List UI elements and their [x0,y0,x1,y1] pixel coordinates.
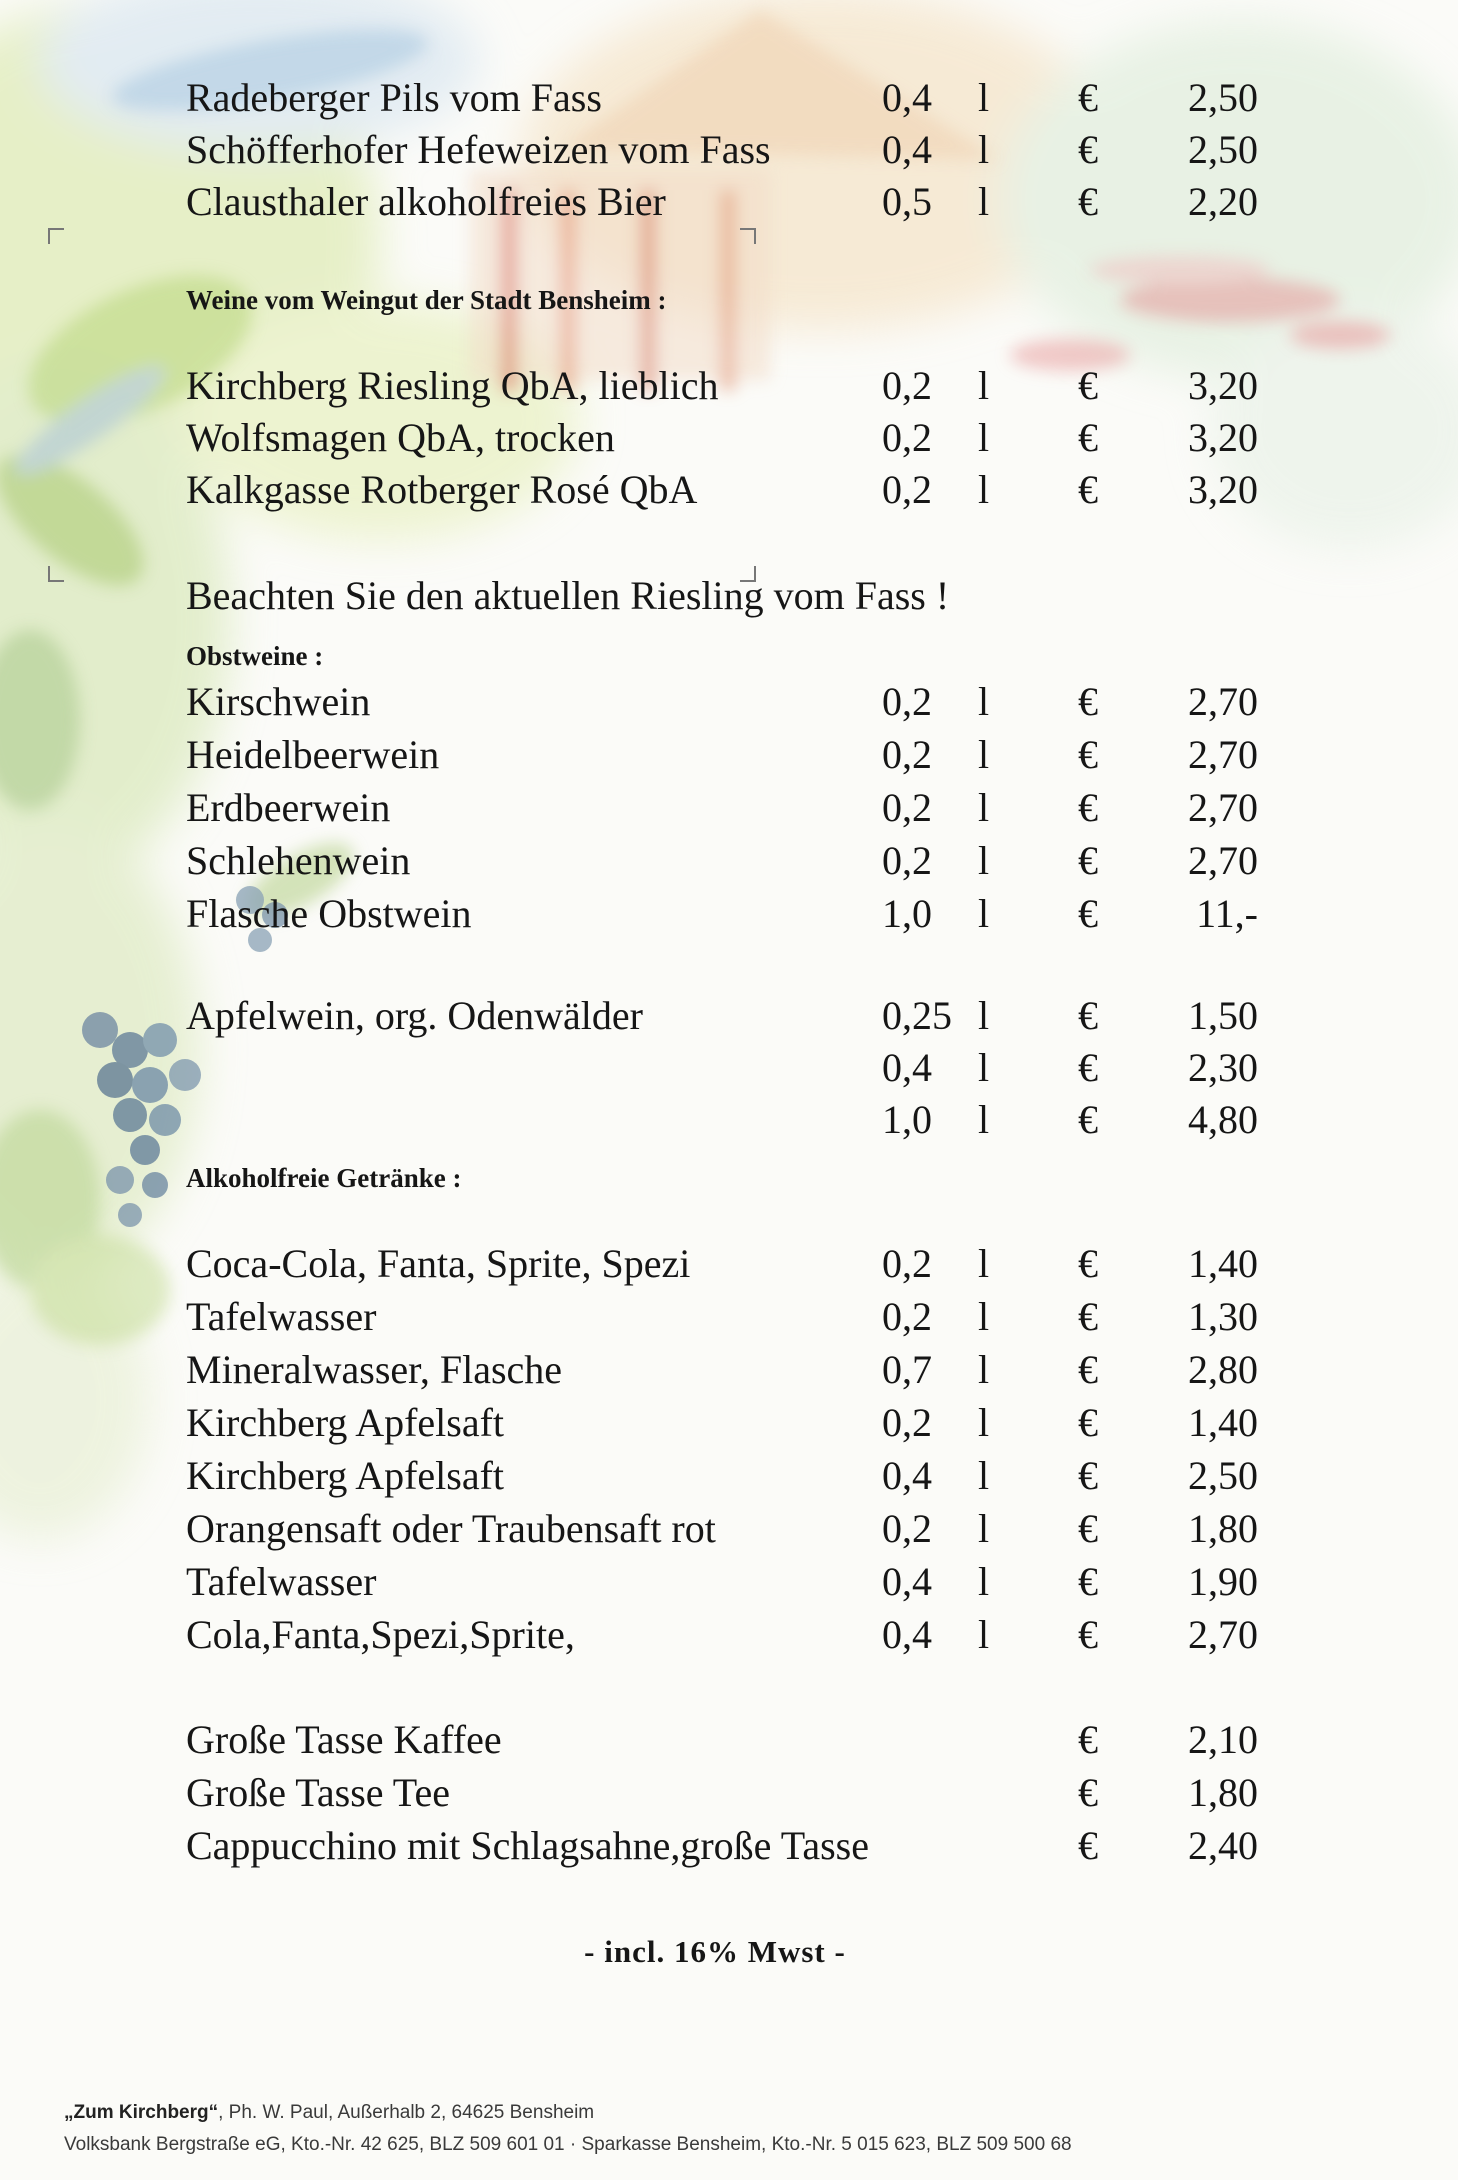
menu-row-fruit-wine [0,729,1458,781]
volume-unit: l [978,993,990,1038]
drink-name: Cola,Fanta,Spezi,Sprite, [186,1612,575,1657]
currency-symbol: € [1078,127,1098,172]
menu-row-beer [0,176,1458,228]
currency-symbol: € [1078,1453,1098,1498]
menu-row-wine [0,360,1458,412]
drink-name: Coca-Cola, Fanta, Sprite, Spezi [186,1241,691,1286]
menu-row-soft-drink [0,1609,1458,1661]
volume-unit: l [978,127,990,172]
currency-symbol: € [1078,1097,1098,1142]
drink-price: 1,40 [1188,1400,1258,1445]
drink-name: Schlehenwein [186,838,411,883]
menu-row-soft-drink [0,1450,1458,1502]
currency-symbol: € [1078,415,1098,460]
currency-symbol: € [1078,679,1098,724]
drink-volume: 0,7 [882,1347,932,1392]
tax-note: - incl. 16% Mwst - [584,1934,846,1969]
menu-row-beer [0,72,1458,124]
drink-price: 2,70 [1188,679,1258,724]
currency-symbol: € [1078,1559,1098,1604]
drink-volume: 0,4 [882,1559,932,1604]
currency-symbol: € [1078,1506,1098,1551]
drink-price: 1,80 [1188,1506,1258,1551]
menu-row-apple-wine [0,1042,1458,1094]
drink-name: Schöfferhofer Hefeweizen vom Fass [186,127,771,172]
volume-unit: l [978,1045,990,1090]
drink-volume: 0,2 [882,1400,932,1445]
drink-volume: 1,0 [882,891,932,936]
drink-name: Apfelwein, org. Odenwälder [186,993,643,1038]
drink-volume: 0,2 [882,785,932,830]
drink-price: 1,30 [1188,1294,1258,1339]
drink-price: 2,70 [1188,838,1258,883]
currency-symbol: € [1078,1612,1098,1657]
menu-row-fruit-wine [0,888,1458,940]
menu-row-apple-wine [0,990,1458,1042]
menu-row-apple-wine [0,1094,1458,1146]
volume-unit: l [978,467,990,512]
crop-mark [48,566,64,582]
riesling-note: Beachten Sie den aktuellen Riesling vom Fass ! [186,573,950,618]
drink-price: 2,50 [1188,127,1258,172]
menu-row-hot-drink [0,1714,1458,1766]
drink-volume: 0,4 [882,1612,932,1657]
menu-row-fruit-wine [0,782,1458,834]
volume-unit: l [978,891,990,936]
drink-price: 2,30 [1188,1045,1258,1090]
drink-name: Mineralwasser, Flasche [186,1347,563,1392]
drink-name: Kirschwein [186,679,371,724]
drink-price: 2,80 [1188,1347,1258,1392]
volume-unit: l [978,1559,990,1604]
volume-unit: l [978,1241,990,1286]
drink-volume: 0,2 [882,1241,932,1286]
volume-unit: l [978,415,990,460]
drink-volume: 0,4 [882,1453,932,1498]
currency-symbol: € [1078,785,1098,830]
crop-mark [48,228,64,244]
menu-row-beer [0,124,1458,176]
drink-price: 11,- [1196,891,1258,936]
drink-price: 1,80 [1188,1770,1258,1815]
currency-symbol: € [1078,1770,1098,1815]
business-address: , Ph. W. Paul, Außerhalb 2, 64625 Bensheim [218,2102,595,2123]
volume-unit: l [978,732,990,777]
drink-price: 1,90 [1188,1559,1258,1604]
currency-symbol: € [1078,838,1098,883]
drink-price: 1,40 [1188,1241,1258,1286]
drink-volume: 0,2 [882,679,932,724]
drink-name: Radeberger Pils vom Fass [186,75,602,120]
footer-address [64,2102,594,2124]
drink-name: Cappucchino mit Schlagsahne,große Tasse [186,1823,869,1868]
drink-name: Tafelwasser [186,1294,377,1339]
drink-price: 4,80 [1188,1097,1258,1142]
drink-name: Kirchberg Apfelsaft [186,1400,505,1445]
menu-row-wine [0,464,1458,516]
drink-name: Kalkgasse Rotberger Rosé QbA [186,467,698,512]
drink-name: Erdbeerwein [186,785,391,830]
drink-volume: 0,2 [882,732,932,777]
drink-name: Wolfsmagen QbA, trocken [186,415,615,460]
volume-unit: l [978,75,990,120]
menu-row-soft-drink [0,1397,1458,1449]
currency-symbol: € [1078,891,1098,936]
volume-unit: l [978,363,990,408]
drink-volume: 0,4 [882,127,932,172]
drink-volume: 0,2 [882,415,932,460]
menu-row-fruit-wine [0,676,1458,728]
drink-name: Große Tasse Tee [186,1770,450,1815]
currency-symbol: € [1078,1823,1098,1868]
drink-price: 2,70 [1188,785,1258,830]
drink-price: 2,50 [1188,75,1258,120]
drink-volume: 1,0 [882,1097,932,1142]
drink-volume: 0,2 [882,1294,932,1339]
drink-price: 2,70 [1188,732,1258,777]
drink-price: 3,20 [1188,467,1258,512]
drink-price: 3,20 [1188,415,1258,460]
currency-symbol: € [1078,1717,1098,1762]
currency-symbol: € [1078,1294,1098,1339]
menu-row-fruit-wine [0,835,1458,887]
drink-price: 2,50 [1188,1453,1258,1498]
drink-name: Tafelwasser [186,1559,377,1604]
currency-symbol: € [1078,363,1098,408]
volume-unit: l [978,1294,990,1339]
drink-price: 2,40 [1188,1823,1258,1868]
drink-price: 3,20 [1188,363,1258,408]
currency-symbol: € [1078,993,1098,1038]
volume-unit: l [978,785,990,830]
section-heading-fruit-wines: Obstweine : [186,641,324,671]
menu-row-hot-drink [0,1767,1458,1819]
crop-mark [740,228,756,244]
volume-unit: l [978,1400,990,1445]
volume-unit: l [978,679,990,724]
volume-unit: l [978,179,990,224]
menu-row-soft-drink [0,1238,1458,1290]
drink-price: 2,10 [1188,1717,1258,1762]
drink-name: Kirchberg Apfelsaft [186,1453,505,1498]
footer-bank-details: Volksbank Bergstraße eG, Kto.-Nr. 42 625, BLZ 509 601 01 · Sparkasse Bensheim, Kto.-Nr. 5 015 623, BLZ 509 500 68 [64,2134,1072,2155]
currency-symbol: € [1078,1347,1098,1392]
volume-unit: l [978,1612,990,1657]
currency-symbol: € [1078,1045,1098,1090]
drink-volume: 0,2 [882,838,932,883]
drink-price: 2,20 [1188,179,1258,224]
currency-symbol: € [1078,467,1098,512]
currency-symbol: € [1078,732,1098,777]
drink-name: Kirchberg Riesling QbA, lieblich [186,363,719,408]
volume-unit: l [978,1453,990,1498]
drink-name: Flasche Obstwein [186,891,472,936]
drink-price: 2,70 [1188,1612,1258,1657]
drink-price: 1,50 [1188,993,1258,1038]
menu-row-soft-drink [0,1503,1458,1555]
volume-unit: l [978,1506,990,1551]
volume-unit: l [978,1097,990,1142]
volume-unit: l [978,838,990,883]
drink-volume: 0,4 [882,75,932,120]
drink-volume: 0,2 [882,363,932,408]
drink-name: Orangensaft oder Traubensaft rot [186,1506,716,1551]
drink-name: Große Tasse Kaffee [186,1717,502,1762]
menu-row-soft-drink [0,1344,1458,1396]
menu-row-soft-drink [0,1291,1458,1343]
drink-volume: 0,4 [882,1045,932,1090]
currency-symbol: € [1078,179,1098,224]
section-heading-wines: Weine vom Weingut der Stadt Bensheim : [186,285,667,315]
menu-row-soft-drink [0,1556,1458,1608]
volume-unit: l [978,1347,990,1392]
drink-volume: 0,2 [882,467,932,512]
business-name: „Zum Kirchberg“ [64,2102,219,2123]
currency-symbol: € [1078,1400,1098,1445]
drink-name: Clausthaler alkoholfreies Bier [186,179,666,224]
drink-volume: 0,25 [882,993,952,1038]
drink-volume: 0,2 [882,1506,932,1551]
section-heading-soft-drinks: Alkoholfreie Getränke : [186,1163,462,1193]
drink-volume: 0,5 [882,179,932,224]
menu-row-wine [0,412,1458,464]
drink-name: Heidelbeerwein [186,732,440,777]
currency-symbol: € [1078,75,1098,120]
menu-row-hot-drink [0,1820,1458,1872]
currency-symbol: € [1078,1241,1098,1286]
